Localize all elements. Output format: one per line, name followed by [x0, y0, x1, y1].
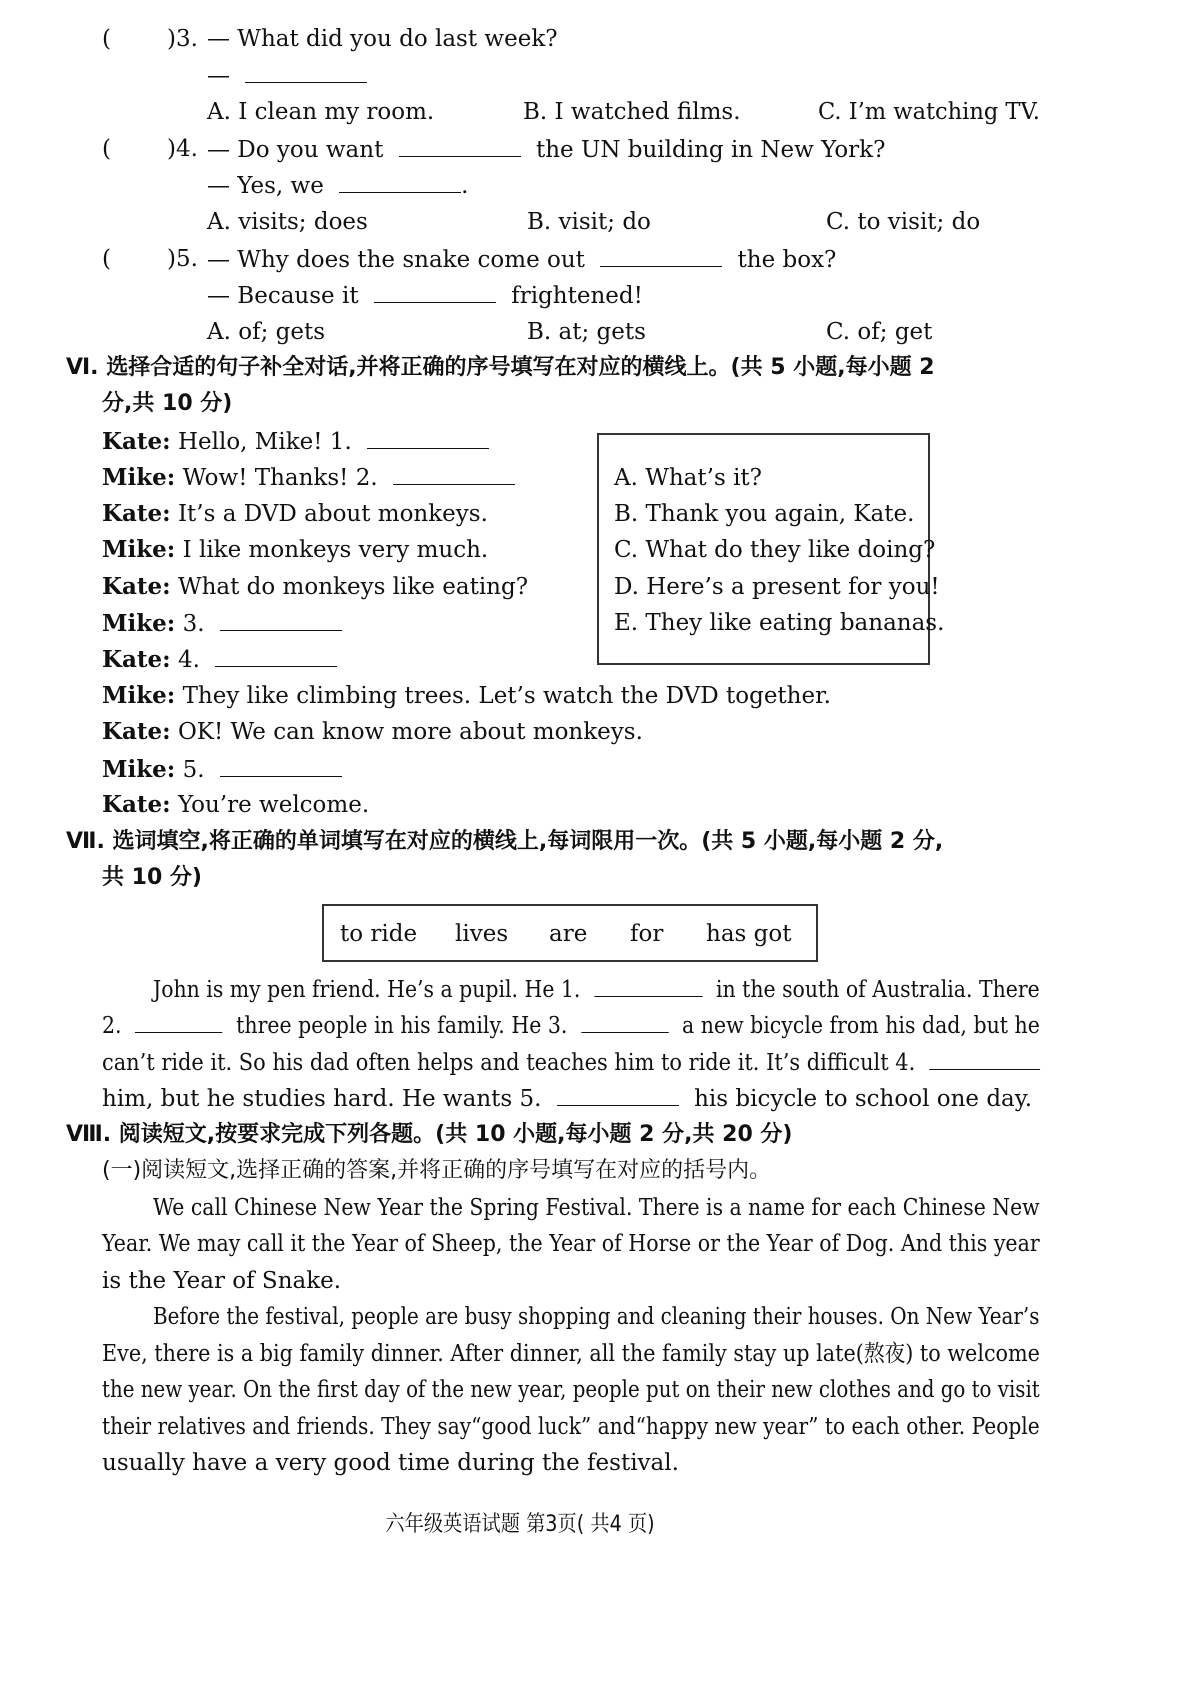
- passage-line: [102, 1010, 1040, 1041]
- dialogue-text: 4.: [177, 647, 200, 673]
- passage-text: his bicycle to school one day.: [694, 1086, 1033, 1112]
- passage-line: [102, 1047, 1040, 1078]
- fill-blank[interactable]: [581, 1010, 668, 1033]
- dialogue-line: [102, 717, 643, 747]
- question-text: [207, 244, 836, 275]
- speaker: Kate:: [102, 791, 171, 818]
- section-6-heading: Ⅵ. 选择合适的句子补全对话,并将正确的序号填写在对应的横线上。(共 5 小题,每小题 2: [66, 355, 935, 380]
- choice-c: C. What do they like doing?: [614, 537, 936, 563]
- choice-b: B. Thank you again, Kate.: [614, 501, 915, 527]
- option-c[interactable]: C. I’m watching TV.: [818, 99, 1040, 125]
- fill-blank[interactable]: [557, 1083, 679, 1106]
- fill-blank[interactable]: [929, 1047, 1040, 1070]
- speaker: Mike:: [102, 464, 176, 491]
- speaker: Mike:: [102, 610, 176, 637]
- option-b[interactable]: B. visit; do: [527, 209, 651, 235]
- speaker: Kate:: [102, 428, 171, 455]
- fill-blank[interactable]: [367, 426, 489, 449]
- question-part: — Do you want: [207, 137, 384, 163]
- speaker: Mike:: [102, 536, 176, 563]
- speaker: Kate:: [102, 646, 171, 673]
- choice-d: D. Here’s a present for you!: [614, 574, 940, 600]
- dialogue-line: [102, 462, 515, 493]
- dialogue-text: Wow! Thanks! 2.: [182, 465, 378, 491]
- dash: —: [207, 63, 230, 89]
- fill-blank[interactable]: [135, 1010, 222, 1033]
- section-7-heading-cont: 共 10 分): [102, 865, 202, 890]
- passage-text: John is my pen friend. He’s a pupil. He 1.: [153, 977, 581, 1003]
- fill-blank[interactable]: [594, 974, 702, 997]
- answer-line: [207, 280, 643, 311]
- option-a[interactable]: A. of; gets: [207, 319, 326, 345]
- section-8-subheading: (一)阅读短文,选择正确的答案,并将正确的序号填写在对应的括号内。: [102, 1158, 772, 1183]
- option-c[interactable]: C. of; get: [826, 319, 933, 345]
- answer-part: — Because it: [207, 283, 359, 309]
- dialogue-line: [102, 790, 369, 820]
- section-7-heading: Ⅶ. 选词填空,将正确的单词填写在对应的横线上,每词限用一次。(共 5 小题,每小题 2 分,: [66, 829, 944, 854]
- dialogue-text: Hello, Mike! 1.: [177, 429, 352, 455]
- dialogue-text: I like monkeys very much.: [182, 537, 489, 563]
- passage-line: [102, 1083, 1032, 1114]
- question-text: [207, 134, 885, 165]
- answer-part: .: [461, 173, 469, 199]
- reading-line: the new year. On the first day of the new year, people put on their new clothes and go to visit: [102, 1377, 1040, 1403]
- dialogue-text: What do monkeys like eating?: [177, 574, 529, 600]
- answer-paren[interactable]: (: [102, 246, 111, 272]
- fill-blank[interactable]: [600, 244, 722, 267]
- fill-blank[interactable]: [220, 754, 342, 777]
- word-option: are: [549, 921, 588, 947]
- fill-blank[interactable]: [245, 60, 367, 83]
- dialogue-line: [102, 499, 488, 529]
- reading-line: Year. We may call it the Year of Sheep, the Year of Horse or the Year of Dog. And this year: [102, 1231, 1040, 1257]
- dialogue-line: [102, 426, 489, 457]
- section-8-heading: Ⅷ. 阅读短文,按要求完成下列各题。(共 10 小题,每小题 2 分,共 20 分): [66, 1122, 793, 1147]
- reading-line: is the Year of Snake.: [102, 1268, 342, 1294]
- passage-text: a new bicycle from his dad, but he: [682, 1013, 1040, 1039]
- dialogue-text: OK! We can know more about monkeys.: [177, 719, 643, 745]
- speaker: Mike:: [102, 756, 176, 783]
- passage-text: can’t ride it. So his dad often helps and teaches him to ride it. It’s difficult 4.: [102, 1050, 916, 1076]
- question-text: — What did you do last week?: [207, 26, 558, 52]
- reading-line: their relatives and friends. They say“good luck” and“happy new year” to each other. People: [102, 1414, 1040, 1440]
- speaker: Kate:: [102, 573, 171, 600]
- word-bank: [322, 904, 818, 962]
- option-b[interactable]: B. I watched films.: [523, 99, 741, 125]
- dialogue-line: [102, 754, 342, 785]
- page-footer: 六年级英语试题 第3页( 共4 页): [385, 1512, 655, 1537]
- dialogue-line: [102, 572, 528, 602]
- question-number: )5.: [167, 246, 198, 272]
- word-option: has got: [706, 921, 792, 947]
- dialogue-line: [102, 644, 337, 675]
- reading-line: Before the festival, people are busy shopping and cleaning their houses. On New Year’s: [153, 1304, 1040, 1330]
- question-part: the UN building in New York?: [535, 137, 886, 163]
- fill-blank[interactable]: [393, 462, 515, 485]
- speaker: Mike:: [102, 682, 176, 709]
- fill-blank[interactable]: [374, 280, 496, 303]
- option-a[interactable]: A. visits; does: [207, 209, 368, 235]
- answer-part: frightened!: [511, 283, 643, 309]
- reading-line: Eve, there is a big family dinner. After dinner, all the family stay up late(熬夜) to welcome: [102, 1341, 1040, 1367]
- fill-blank[interactable]: [215, 644, 337, 667]
- answer-line: [207, 60, 367, 91]
- question-number: )3.: [167, 26, 198, 52]
- speaker: Kate:: [102, 718, 171, 745]
- answer-part: — Yes, we: [207, 173, 324, 199]
- answer-paren[interactable]: (: [102, 26, 111, 52]
- option-b[interactable]: B. at; gets: [527, 319, 646, 345]
- dialogue-line: [102, 681, 831, 711]
- word-option: lives: [455, 921, 509, 947]
- fill-blank[interactable]: [339, 170, 461, 193]
- passage-text: him, but he studies hard. He wants 5.: [102, 1086, 542, 1112]
- answer-line: [207, 170, 468, 201]
- option-a[interactable]: A. I clean my room.: [207, 99, 435, 125]
- word-option: for: [630, 921, 664, 947]
- reading-line: usually have a very good time during the festival.: [102, 1450, 679, 1476]
- question-part: — Why does the snake come out: [207, 247, 585, 273]
- fill-blank[interactable]: [220, 608, 342, 631]
- dialogue-text: You’re welcome.: [177, 792, 370, 818]
- dialogue-text: 5.: [182, 757, 205, 783]
- option-c[interactable]: C. to visit; do: [826, 209, 981, 235]
- passage-text: 2.: [102, 1013, 122, 1039]
- choices-box: [597, 433, 945, 665]
- fill-blank[interactable]: [399, 134, 521, 157]
- speaker: Kate:: [102, 500, 171, 527]
- dialogue-text: 3.: [182, 611, 205, 637]
- passage-line: [153, 974, 1040, 1005]
- choice-e: E. They like eating bananas.: [614, 610, 945, 636]
- section-6-heading-cont: 分,共 10 分): [102, 391, 233, 416]
- passage-text: in the south of Australia. There: [715, 977, 1040, 1003]
- dialogue-line: [102, 535, 488, 565]
- dialogue-line: [102, 608, 342, 639]
- question-part: the box?: [737, 247, 837, 273]
- word-option: to ride: [340, 921, 418, 947]
- dialogue-text: They like climbing trees. Let’s watch the DVD together.: [182, 683, 831, 709]
- answer-paren[interactable]: (: [102, 136, 111, 162]
- reading-line: We call Chinese New Year the Spring Festival. There is a name for each Chinese New: [153, 1195, 1040, 1221]
- choice-a: A. What’s it?: [614, 465, 762, 491]
- dialogue-text: It’s a DVD about monkeys.: [177, 501, 488, 527]
- passage-text: three people in his family. He 3.: [236, 1013, 568, 1039]
- question-number: )4.: [167, 136, 198, 162]
